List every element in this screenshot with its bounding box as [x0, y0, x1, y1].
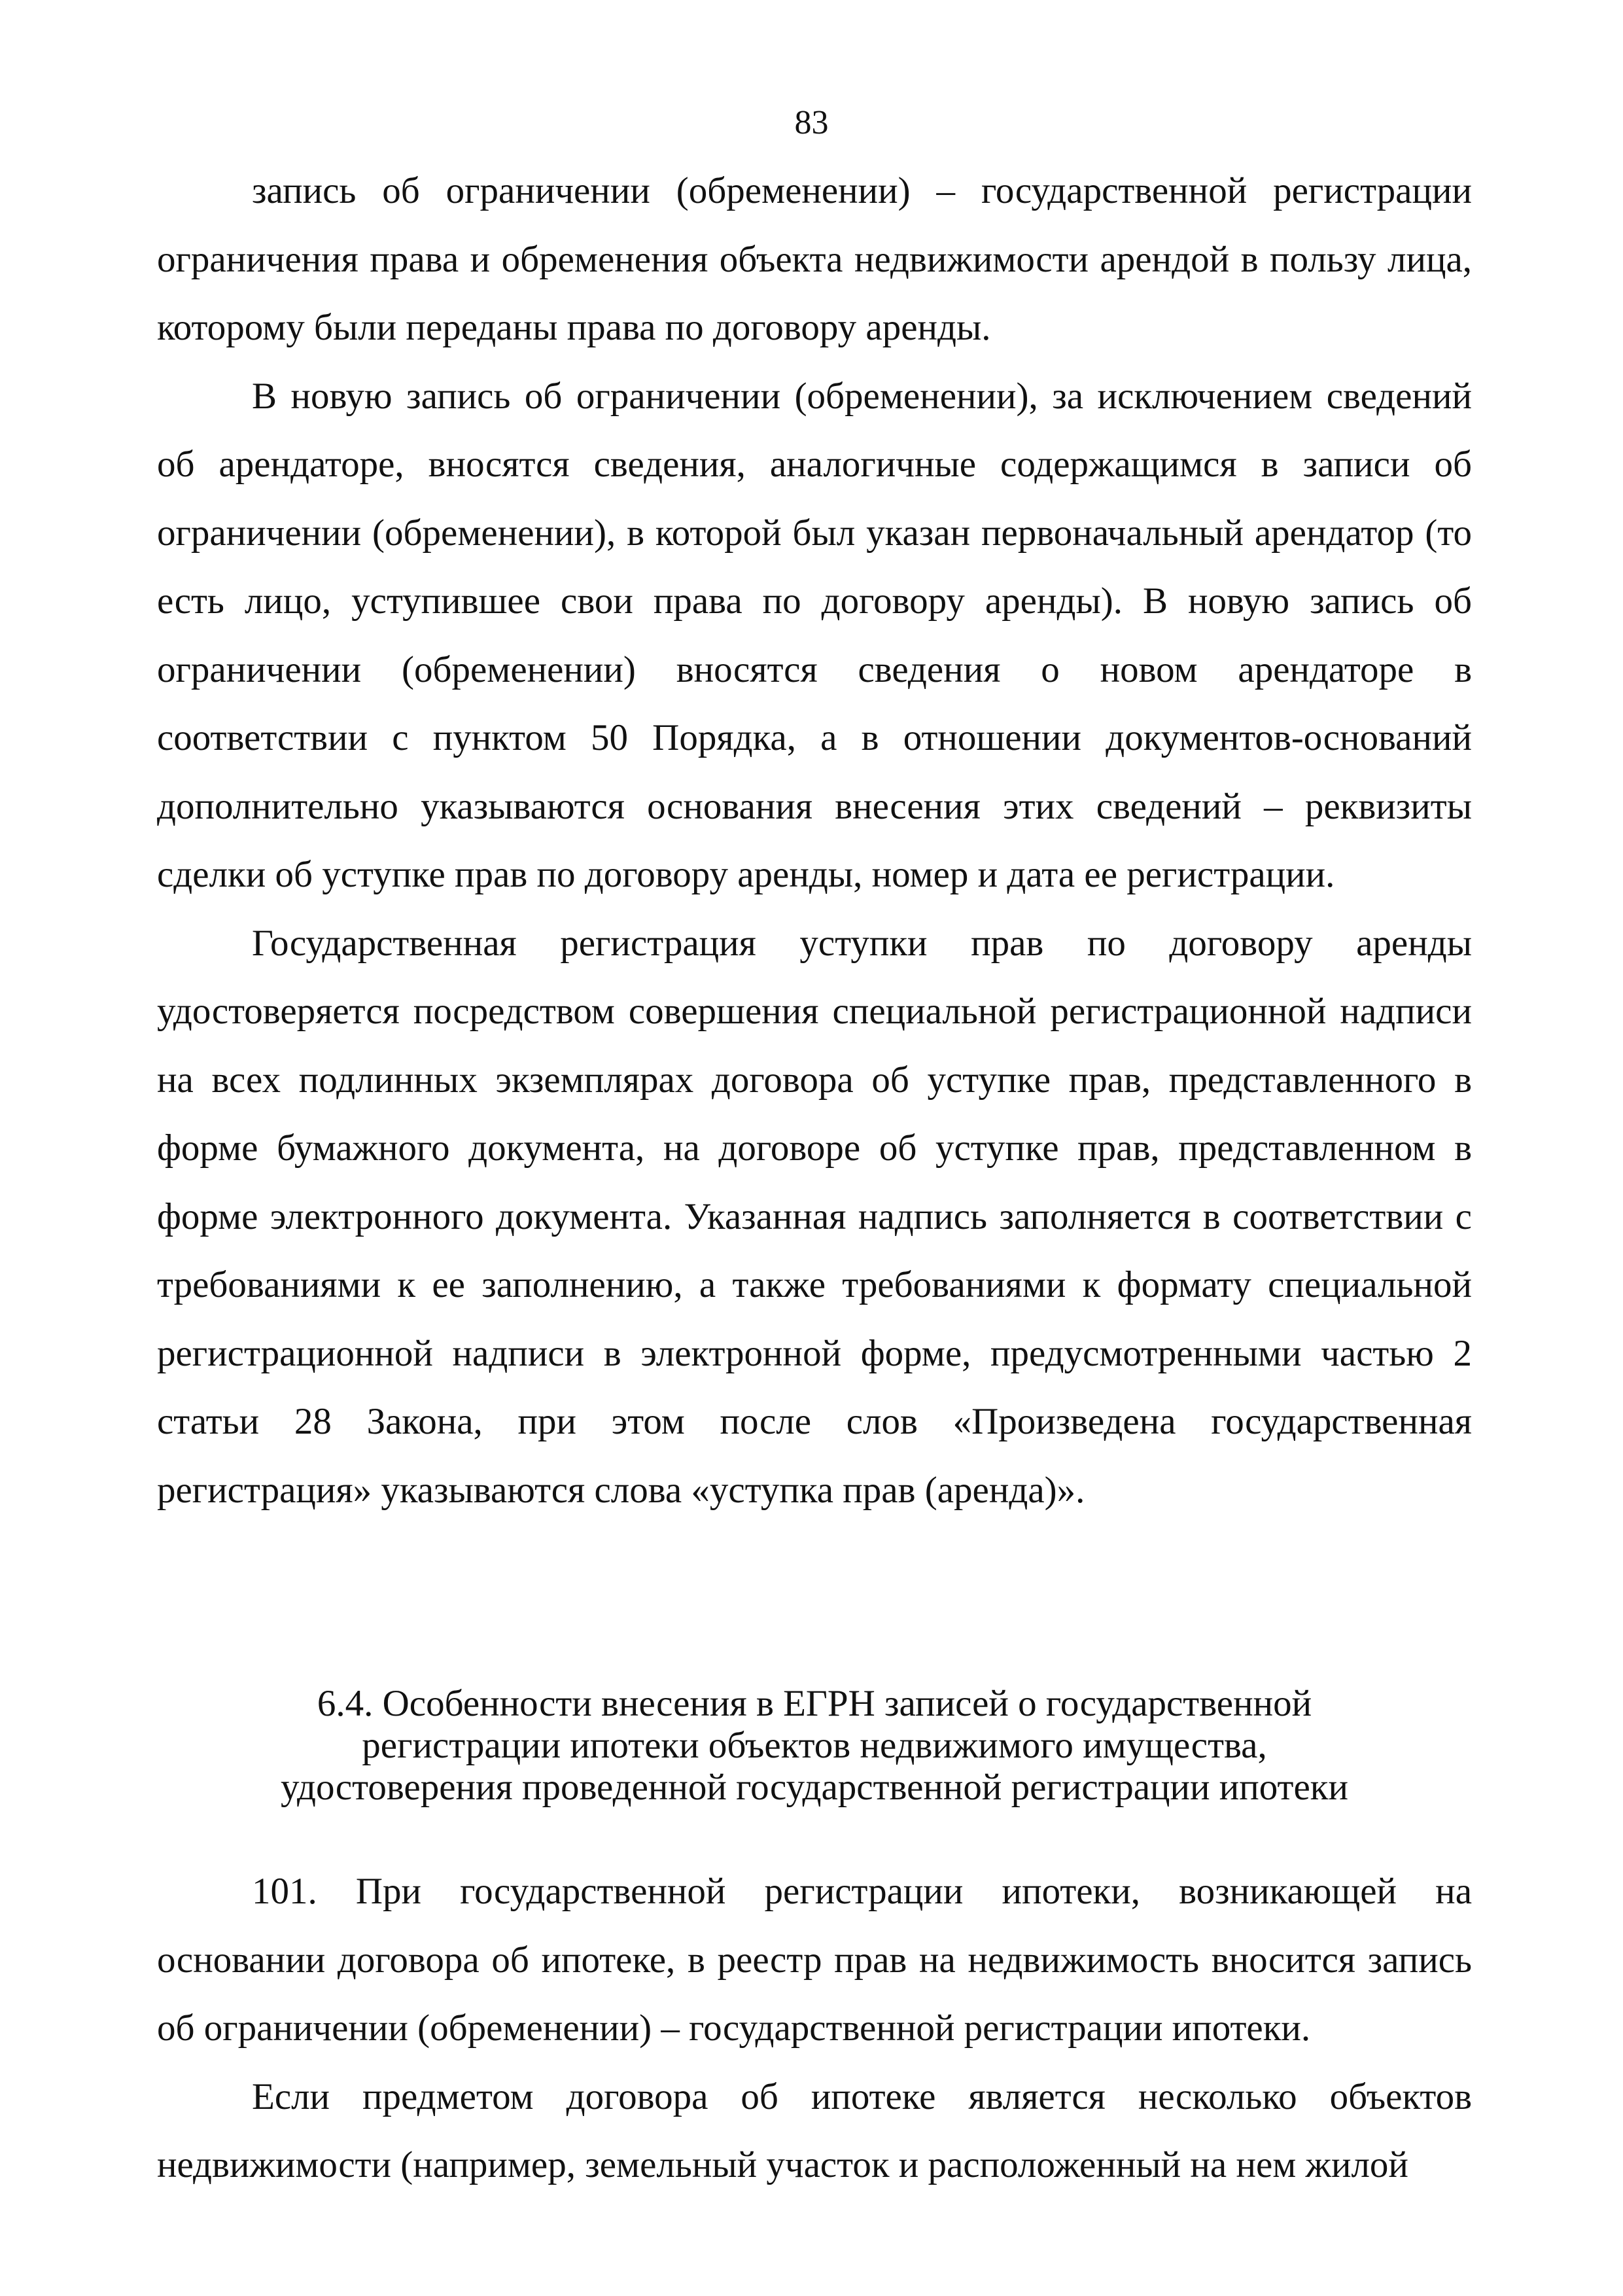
section-heading-line: удостоверения проведенной государственной регистрации ипотеки [281, 1767, 1348, 1808]
body-text-bottom [157, 1858, 1472, 2200]
paragraph: Государственная регистрация уступки прав по договору аренды удостоверяется посредством совершения специальной регистрационной надписи на всех подлинных экземплярах договора об уступке прав, представленного в форме бумажного документа, на договоре об уступке прав, представленном в форме электронного документа. Указанная надпись заполняется в соответствии с требованиями к ее заполнению, а также требованиями к формату специальной регистрационной надписи в электронной форме, предусмотренными частью 2 статьи 28 Закона, при этом после слов «Произведена государственная регистрация» указываются слова «уступка прав (аренда)». [157, 922, 1472, 1511]
section-heading [157, 1683, 1472, 1809]
paragraph: запись об ограничении (обременении) – государственной регистрации ограничения права и обременения объекта недвижимости арендой в пользу лица, которому были переданы права по договору аренды. [157, 170, 1472, 348]
paragraph: Если предметом договора об ипотеке является несколько объектов недвижимости (например, земельный участок и расположенный на нем жилой [157, 2075, 1472, 2185]
paragraph: В новую запись об ограничении (обременении), за исключением сведений об арендаторе, вносятся сведения, аналогичные содержащимся в записи об ограничении (обременении), в которой был указан первоначальный арендатор (то есть лицо, уступившее свои права по договору аренды). В новую запись об ограничении (обременении) вносятся сведения о новом арендаторе в соответствии с пунктом 50 Порядка, а в отношении документов-оснований дополнительно указываются основания внесения этих сведений – реквизиты сделки об уступке прав по договору аренды, номер и дата ее регистрации. [157, 375, 1472, 895]
page-number: 83 [794, 104, 829, 141]
body-text-top [157, 157, 1472, 1525]
paragraph: 101. При государственной регистрации ипотеки, возникающей на основании договора об ипотеке, в реестр прав на недвижимость вносится запись об ограничении (обременении) – государственной регистрации ипотеки. [157, 1871, 1472, 2049]
section-heading-line: регистрации ипотеки объектов недвижимого имущества, [362, 1725, 1267, 1766]
section-heading-line: 6.4. Особенности внесения в ЕГРН записей о государственной [317, 1683, 1312, 1724]
